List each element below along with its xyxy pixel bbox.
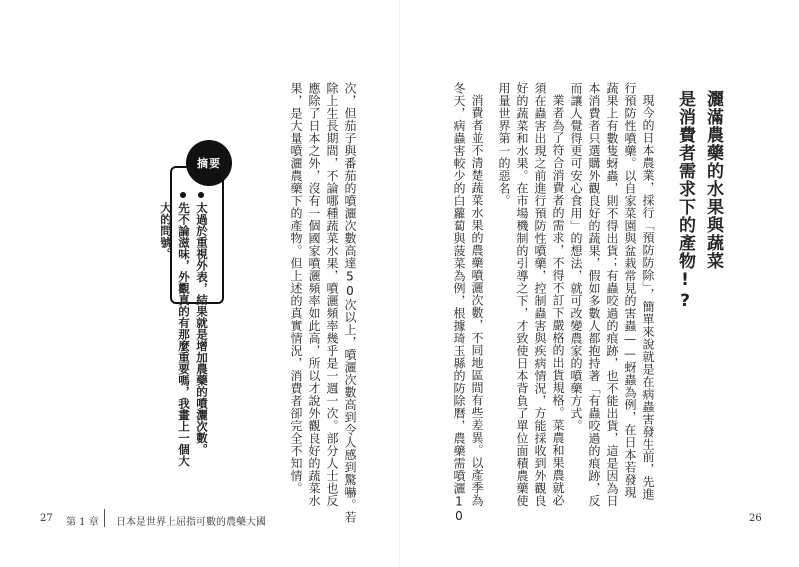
p2-line-1: 業者為了符合消費者的需求，不得不訂下嚴格的出貨規格。菜農和果農就必 <box>551 94 565 507</box>
title-line-2: 是消費者需求下的產物!? <box>675 90 695 312</box>
left-page-number: 27 <box>40 513 53 524</box>
left-line-4: 果，是大量噴灑農藥下的產物。但上述的真實情況，消費者卻完全不知情。 <box>289 82 303 495</box>
chapter-title: 日本是世界上屈指可數的農藥大國 <box>116 517 266 528</box>
bullet-dot-1 <box>198 192 204 198</box>
p1-line-2: 行預防性噴藥。以自家菜園與盆栽常見的害蟲——蚜蟲為例，在日本若發現 <box>623 82 637 499</box>
p1-line-1: 現今的日本農業，採行「預防防除」，簡單來說就是在病蟲害發生前，先進 <box>641 94 655 501</box>
left-line-2: 除上生長期間，不論哪種蔬菜水果，噴灑頻率幾乎是一週一次。部分人士也反 <box>325 82 339 507</box>
title-line-1: 灑滿農藥的水果與蔬菜 <box>703 90 723 270</box>
summary-bullet-2-line-1: 先不論滋味，外觀真的有那麼重要嗎，我畫上一個大 <box>177 202 191 467</box>
p2-line-2: 須在蟲害出現之前進行預防性噴藥，控制蟲害與疾病情況，方能採收到外觀良 <box>533 82 547 507</box>
p1-line-5: 而讓人覺得更可安心食用」的想法，就可改變農家的噴藥方式。 <box>569 82 583 432</box>
p2-line-4: 用量世界第一的惡名。 <box>497 82 511 207</box>
page-gutter <box>399 0 400 567</box>
p3-line-1: 消費者並不清楚蔬菜水果的農藥噴灑次數，不同地區間有些差異。以產季為 <box>470 94 484 507</box>
summary-bullet-2-line-2: 大的問號。 <box>159 202 173 260</box>
summary-badge: 摘要 <box>186 140 232 186</box>
left-line-3: 應除了日本之外，沒有一個國家噴灑頻率如此高，所以才說外觀良好的蔬菜水 <box>307 82 321 507</box>
right-page-number: 26 <box>749 513 762 524</box>
summary-bullet-1: 太過於重視外表，結果就是增加農藥的噴灑次數。 <box>195 202 209 455</box>
p1-line-3: 蔬果上有數隻蚜蟲，則不得出貨；有蟲咬過的痕跡，也不能出貨，這是因為日 <box>605 82 619 507</box>
footer-separator <box>104 509 105 527</box>
chapter-label: 第 1 章 <box>66 517 99 528</box>
p1-line-4: 本消費者只選購外觀良好的蔬果，假如多數人都抱持著「有蟲咬過的痕跡，反 <box>587 82 601 507</box>
p3-line-2: 冬天，病蟲害較少的白蘿蔔與菠菜為例，根據琦玉縣的防除曆，農藥需噴灑10 <box>452 82 466 524</box>
bullet-dot-2 <box>180 192 186 198</box>
left-line-1: 次，但茄子與番茄的噴灑次數高達50次以上，噴灑次數高到令人感到驚嚇。若 <box>343 82 357 524</box>
p2-line-3: 好的蔬菜和水果。在市場機制的引導之下，才致使日本背負了單位面積農藥使 <box>515 82 529 507</box>
